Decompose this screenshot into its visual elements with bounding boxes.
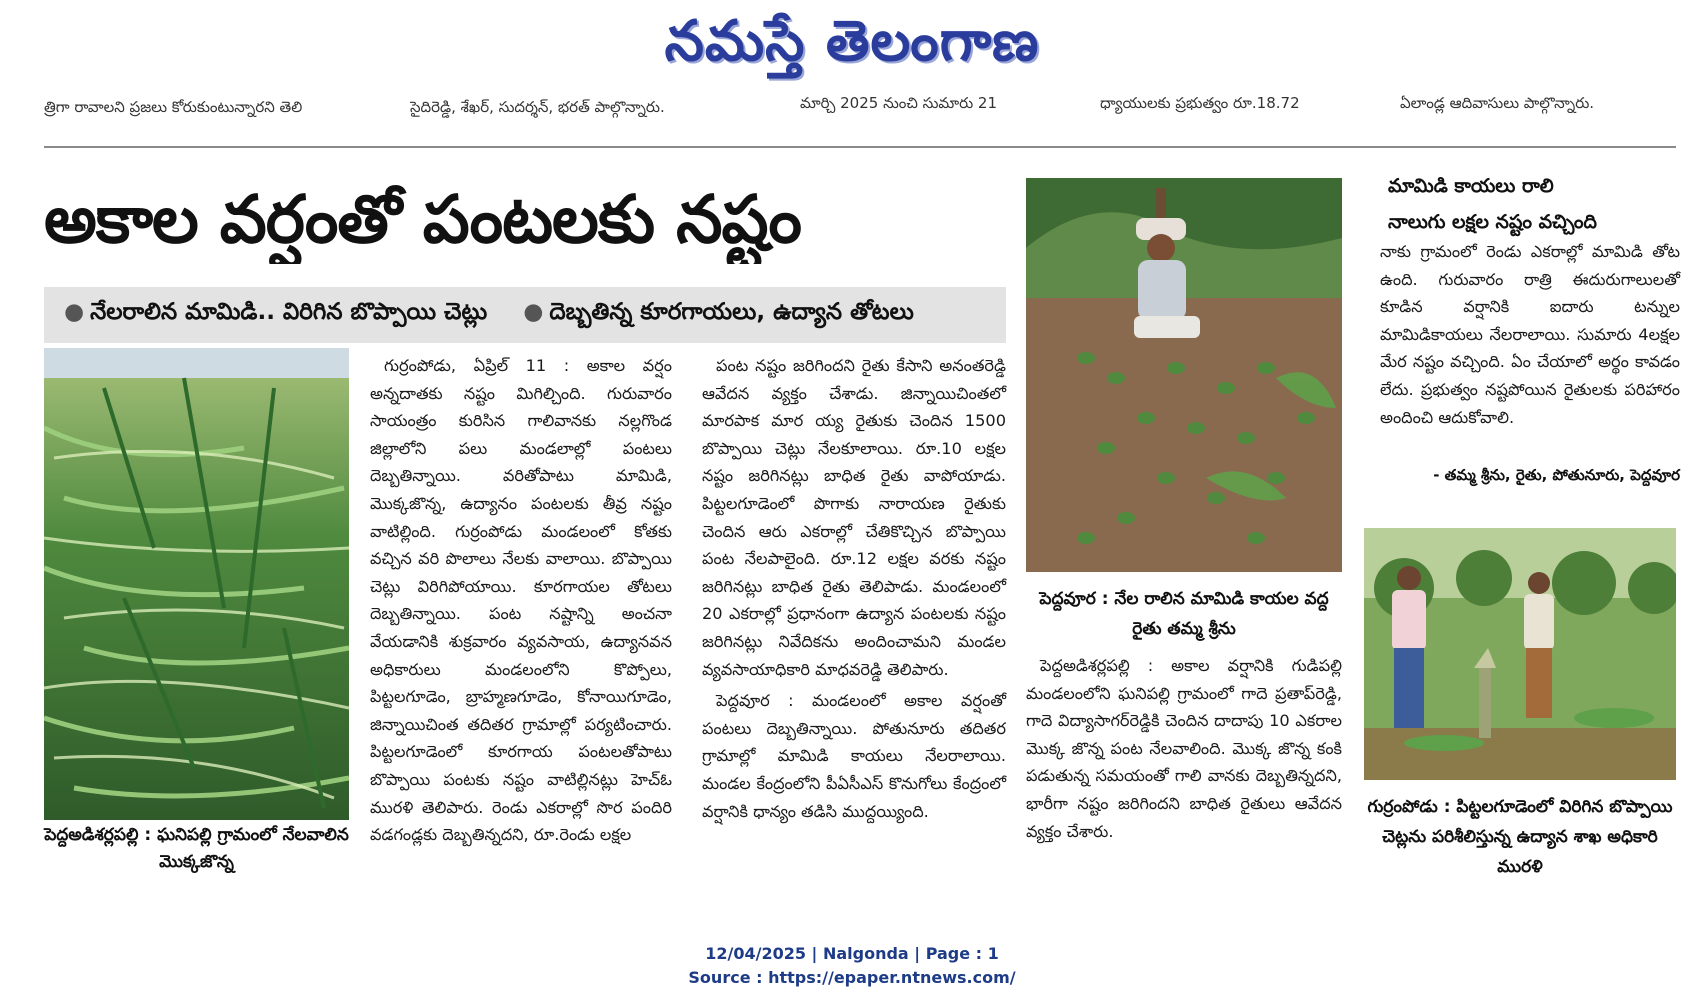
subhead-bar xyxy=(44,287,1006,343)
article-paragraph: పెద్దవూర : మండలంలో అకాల వర్షంతో పంటలు దెబ్బతిన్నాయి. పోతునూరు తదితర గ్రామాల్లో మామిడి కాయలు నేలరాలాయి. మండల కేంద్రంలోని పీఏసీఎస్ కొనుగోలు కేంద్రంలో వర్షానికి ధాన్యం తడిసి ముద్దయ్యింది. xyxy=(702,691,1006,821)
box-title-line: మామిడి కాయలు రాలి xyxy=(1388,175,1554,197)
prev-strip-text-2: సైదిరెడ్డి, శేఖర్, సుదర్శన్, భరత్ పాల్గొన్నారు. xyxy=(410,98,665,116)
photo-flattened-maize xyxy=(44,348,349,820)
prev-strip-text-4: ధ్యాయులకు ప్రభుత్వం రూ.18.72 xyxy=(1100,94,1300,112)
photo-fallen-mangoes xyxy=(1026,178,1342,572)
article-paragraph: పంట నష్టం జరిగిందని రైతు కేసాని అనంతరెడ్డి ఆవేదన వ్యక్తం చేశాడు. జిన్నాయిచింతలో మారపాక మార య్య రైతుకు చెందిన 1500 బొప్పాయి చెట్లు నేలకూలాయి. రూ.10 లక్షల నష్టం జరిగినట్లు బాధిత రైతు వాపోయాడు. పిట్టలగూడెంలో పొగాకు నారాయణ రైతుకు చెందిన ఆరు ఎకరాల్లో చేతికొచ్చిన బొప్పాయి పంట నేలపాలైంది. రూ.12 లక్షల వరకు నష్టం జరిగినట్లు బాధిత రైతు తెలిపాడు. మండలంలో 20 ఎకరాల్లో ప్రధానంగా ఉద్యాన పంటలకు నష్టం జరిగినట్లు నివేదికను అందించామని మండల వ్యవసాయాధికారి మాధవరెడ్డి తెలిపారు. xyxy=(702,356,1006,679)
caption-papaya: గుర్రంపోడు : పిట్టలగూడెంలో విరిగిన బొప్పాయి చెట్లను పరిశీలిస్తున్న ఉద్యాన శాఖ అధికారి మురళి xyxy=(1367,797,1673,877)
section-divider xyxy=(44,146,1676,148)
caption-mango: పెద్దవూర : నేల రాలిన మామిడి కాయల వద్ద రైతు తమ్మ శ్రీను xyxy=(1039,589,1329,639)
prev-strip-text-1: త్రిగా రావాలని ప్రజలు కోరుకుంటున్నారని తెలి xyxy=(44,98,303,116)
article-paragraph: గుర్రంపోడు, ఏప్రిల్ 11 : అకాల వర్షం అన్నదాతకు నష్టం మిగిల్చింది. గురువారం సాయంత్రం కురిసిన గాలివానకు నల్లగొండ జిల్లాలోని పలు మండలాల్లో పంటలు దెబ్బతిన్నాయి. వరితోపాటు మామిడి, మొక్కజొన్న, ఉద్యానం పంటలకు తీవ్ర నష్టం వాటిల్లింది. గుర్రంపోడు మండలంలో కోతకు వచ్చిన వరి పొలాలు నేలకు వాలాయి. బొప్పాయి చెట్లు విరిగిపోయాయి. కూరగాయల తోటలు దెబ్బతిన్నాయి. పంట నష్టాన్ని అంచనా వేయడానికి శుక్రవారం వ్యవసాయ, ఉద్యానవన అధికారులు మండలంలోని కొప్పోలు, పిట్టలగూడెం, బ్రాహ్మణగూడెం, కోనాయిగూడెం, జిన్నాయిచింత తదితర గ్రామాల్లో పర్యటించారు. పిట్టలగూడెంలో కూరగాయ పంటలతోపాటు బొప్పాయి పంటకు నష్టం వాటిల్లినట్లు హెచ్ఓ మురళి తెలిపారు. రెండు ఎకరాల్లో సొర పందిరి వడగండ్లకు దెబ్బతిన్నదని, రూ.రెండు లక్షల xyxy=(370,356,672,845)
box-title xyxy=(1388,168,1688,240)
photo-papaya-inspection xyxy=(1364,528,1676,780)
prev-strip-text-5: ఏలాండ్ల ఆదివాసులు పాల్గొన్నారు. xyxy=(1400,94,1595,112)
box-signoff: - తమ్మ శ్రీను, రైతు, పోతునూరు, పెద్దవూర xyxy=(1433,466,1680,484)
caption-maize: పెద్దఅడిశర్లపల్లి : ఘనిపల్లి గ్రామంలో నేలవాలిన మొక్కజొన్న xyxy=(44,825,349,872)
subhead-item: ● దెబ్బతిన్న కూరగాయలు, ఉద్యాన తోటలు xyxy=(523,299,914,325)
prev-strip-text-3: మార్చి 2025 నుంచి సుమారు 21 xyxy=(800,94,998,112)
footer-edition-line: 12/04/2025 | Nalgonda | Page : 1 xyxy=(705,944,999,963)
headline: అకాల వర్షంతో పంటలకు నష్టం xyxy=(44,181,801,258)
box-quote: నాకు గ్రామంలో రెండు ఎకరాల్లో మామిడి తోట ఉంది. గురువారం రాత్రి ఈదురుగాలులతో కూడిన వర్షానికి ఐదారు టన్నుల మామిడికాయలు నేలరాలాయి. సుమారు 4లక్షల మేర నష్టం వచ్చింది. ఏం చేయాలో అర్థం కావడం లేదు. ప్రభుత్వం నష్టపోయిన రైతులకు పరిహారం అందించి ఆదుకోవాలి. xyxy=(1380,242,1680,427)
article-paragraph: పెద్దఅడిశర్లపల్లి : అకాల వర్షానికి గుడిపల్లి మండలంలోని ఘనిపల్లి గ్రామంలో గాదె ప్రతాప్‌రెడ్డి, గాదె విద్యాసాగర్‌రెడ్డికి చెందిన దాదాపు 10 ఎకరాల మొక్క జొన్న పంట నేలవాలింది. మొక్క జొన్న కంకి పడుతున్న సమయంతో గాలి వానకు దెబ్బతిన్నదని, భారీగా నష్టం జరిగిందని బాధిత రైతులు ఆవేదన వ్యక్తం చేశారు. xyxy=(1026,656,1342,841)
article-column-2 xyxy=(702,352,1006,825)
article-column-1 xyxy=(370,352,672,849)
footer-source-link[interactable]: Source : https://epaper.ntnews.com/ xyxy=(688,968,1016,987)
subhead-item: ● నేలరాలిన మామిడి.. విరిగిన బొప్పాయి చెట్లు xyxy=(64,299,488,325)
article-column-3 xyxy=(1026,652,1342,845)
masthead-logo: నమస్తే తెలంగాణ xyxy=(664,9,1040,74)
box-title-line: నాలుగు లక్షల నష్టం వచ్చింది xyxy=(1388,211,1597,233)
